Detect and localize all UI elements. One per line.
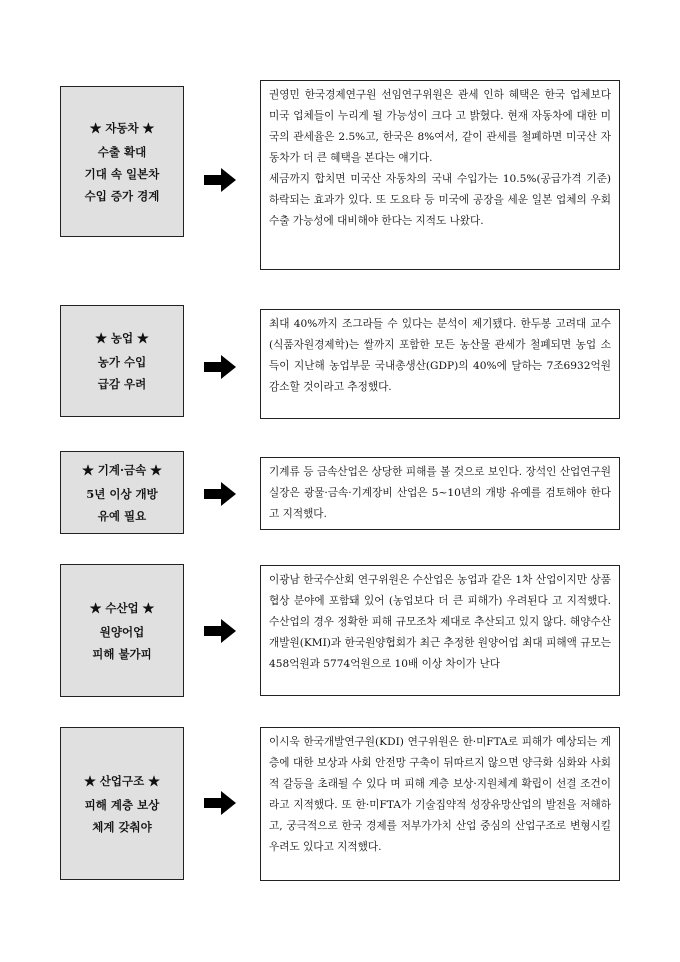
section-subtitle-line: 원양어업 [99,624,145,639]
section-subtitle-line: 급감 우려 [97,377,147,391]
right-arrow-icon [204,791,236,815]
body-paragraph: 세금까지 합치면 미국산 자동차의 국내 수입가는 10.5%(공급가격 기준) 하락되는 효과가 있다. 또 도요타 등 미국에 공장을 세운 일본 업체의 우회 수출 가능성에 대비해야 한다는 지적도 나왔다. [269,173,611,227]
body-paragraph: 권영민 한국경제연구원 선임연구위원은 관세 인하 혜택은 한국 업체보다 미국 업체들이 누리게 될 가능성이 크다 고 밝혔다. 현재 자동차에 대한 미국의 관세율은 2.5%고, 한국은 8%여서, 같이 관세를 철폐하면 미국산 자동차가 더 큰 혜택을 본다는 얘기다. [269,89,611,164]
section-title: ★ 농업 ★ [95,331,149,345]
right-arrow-icon [204,482,236,506]
section-body [260,565,620,696]
section-title: ★ 수산업 ★ [89,600,155,615]
section-subtitle-line: 5년 이상 개방 [86,486,158,501]
section-title: ★ 기계·금속 ★ [82,462,162,477]
section-body [260,80,620,270]
section-label [60,564,184,697]
section-body [260,727,620,881]
right-arrow-icon [204,168,236,192]
section-subtitle-line: 기대 속 일본차 [84,166,160,181]
section-subtitle-line: 유예 필요 [97,508,147,523]
section-subtitle-line: 수출 확대 [97,144,147,159]
section-title: ★ 자동차 ★ [89,120,155,135]
section-subtitle-line: 농가 수입 [97,355,147,369]
body-paragraph: 이광남 한국수산회 연구위원은 수산업은 농업과 같은 1차 산업이지만 상품협상 분야에 포함돼 있어 (농업보다 더 큰 피해가) 우려된다 고 지적했다. 수산업의 경우 정확한 피해 규모조차 제대로 추산되고 있지 않다. 해양수산개발원(KMI)과 한국원양협회가 최근 추정한 원양어업 최대 피해액 규모는 458억원과 5774억원으로 10배 이상 차이가 난다 [269,574,611,670]
right-arrow-icon [204,619,236,643]
section-subtitle-line: 수입 증가 경계 [84,188,160,203]
section-subtitle-line: 피해 불가피 [92,646,152,661]
section-subtitle-line: 체계 갖춰야 [92,819,152,834]
section-label [60,451,184,534]
section-body [260,309,620,419]
section-label [60,727,184,880]
section-label [60,305,184,417]
body-paragraph: 이시욱 한국개발연구원(KDI) 연구위원은 한·미FTA로 피해가 예상되는 계층에 대한 보상과 사회 안전망 구축이 뒤따르지 않으면 양극화 심화와 사회적 갈등을 초래될 수 있다 며 피해 계층 보상·지원체계 확립이 선결 조건이라고 지적했다. 또 한·미FTA가 기술집약적 성장유망산업의 발전을 저해하고, 궁극적으로 한국 경제를 저부가가치 산업 중심의 산업구조로 변형시킬 우려도 있다고 지적했다. [269,736,611,853]
body-paragraph: 최대 40%까지 조그라들 수 있다는 분석이 제기됐다. 한두봉 고려대 교수(식품자원경제학)는 쌀까지 포함한 모든 농산물 관세가 철폐되면 농업 소득이 지난해 농업부문 국내총생산(GDP)의 40%에 달하는 7조6932억원 감소할 것이라고 추정했다. [269,318,611,393]
body-paragraph: 기계류 등 금속산업은 상당한 피해를 볼 것으로 보인다. 장석인 산업연구원 실장은 광물·금속·기계장비 산업은 5~10년의 개방 유예를 검토해야 한다 고 지적했다. [269,466,611,520]
section-label [60,86,184,237]
section-subtitle-line: 피해 계층 보상 [84,797,160,812]
section-body [260,457,620,530]
section-title: ★ 산업구조 ★ [84,773,160,788]
right-arrow-icon [204,355,236,379]
